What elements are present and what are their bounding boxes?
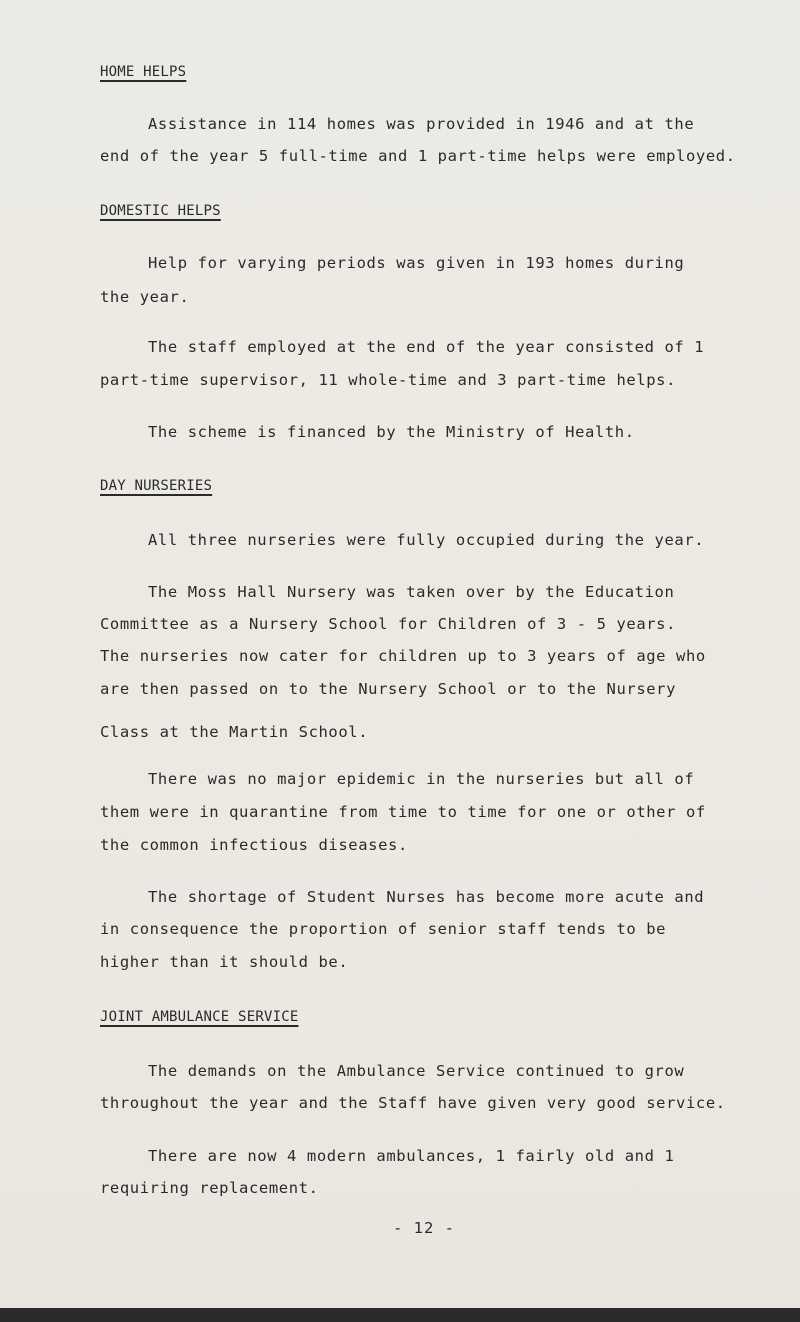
paragraph-line: Committee as a Nursery School for Children of 3 - 5 years.	[100, 615, 677, 633]
page-number: - 12 -	[393, 1219, 455, 1237]
heading-day-nurseries: DAY NURSERIES	[100, 478, 213, 494]
paragraph-line: requiring replacement.	[100, 1179, 319, 1197]
paragraph-line: There are now 4 modern ambulances, 1 fairly old and 1	[148, 1147, 675, 1165]
paragraph-line: the year.	[100, 288, 190, 306]
paragraph-line: them were in quarantine from time to time for one or other of	[100, 803, 706, 821]
paragraph-line: The staff employed at the end of the year consisted of 1	[148, 338, 705, 356]
paragraph-line: the common infectious diseases.	[100, 836, 408, 854]
paragraph-line: higher than it should be.	[100, 953, 349, 971]
paragraph-line: The nurseries now cater for children up to 3 years of age who	[100, 647, 706, 665]
paragraph-line: throughout the year and the Staff have given very good service.	[100, 1094, 726, 1112]
paragraph-line: in consequence the proportion of senior staff tends to be	[100, 920, 667, 938]
paragraph-line: The demands on the Ambulance Service continued to grow	[148, 1062, 685, 1080]
paragraph-line: The scheme is financed by the Ministry of Health.	[148, 423, 635, 441]
heading-home-helps: HOME HELPS	[100, 64, 187, 80]
page-bottom-edge	[0, 1308, 800, 1322]
paragraph-line: The shortage of Student Nurses has become more acute and	[148, 888, 705, 906]
paragraph-line: Help for varying periods was given in 193 homes during	[148, 254, 685, 272]
paragraph-line: part-time supervisor, 11 whole-time and 3 part-time helps.	[100, 371, 677, 389]
paragraph-line: are then passed on to the Nursery School or to the Nursery	[100, 680, 677, 698]
heading-domestic-helps: DOMESTIC HELPS	[100, 203, 221, 219]
paragraph-line: Class at the Martin School.	[100, 723, 369, 741]
paragraph-line: end of the year 5 full-time and 1 part-time helps were employed.	[100, 147, 736, 165]
paragraph-line: All three nurseries were fully occupied during the year.	[148, 531, 705, 549]
paragraph-line: There was no major epidemic in the nurseries but all of	[148, 770, 695, 788]
paragraph-line: Assistance in 114 homes was provided in 1946 and at the	[148, 115, 695, 133]
heading-joint-ambulance-service: JOINT AMBULANCE SERVICE	[100, 1009, 299, 1025]
paragraph-line: The Moss Hall Nursery was taken over by the Education	[148, 583, 675, 601]
